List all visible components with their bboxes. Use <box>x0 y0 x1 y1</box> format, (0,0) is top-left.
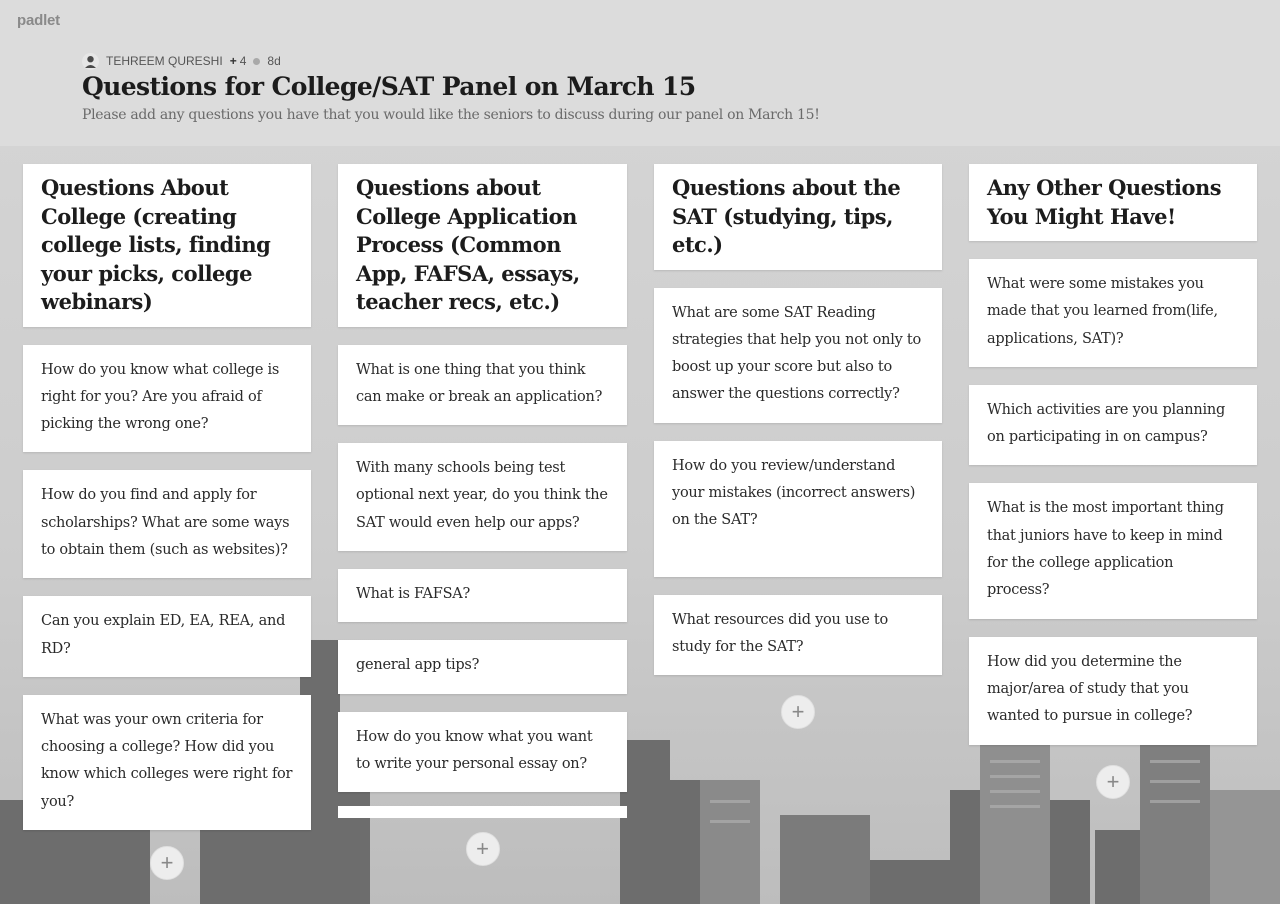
column-header[interactable]: Questions about the SAT (studying, tips, etc.) <box>654 164 942 270</box>
page-title: Questions for College/SAT Panel on March 15 <box>82 72 696 101</box>
page-subtitle: Please add any questions you have that you would like the seniors to discuss during our panel on March 15! <box>82 107 820 123</box>
post-card[interactable]: What is one thing that you think can make or break an application? <box>338 345 627 426</box>
post-card[interactable]: Can you explain ED, EA, REA, and RD? <box>23 596 311 677</box>
board-columns <box>23 164 1263 880</box>
post-card[interactable]: What resources did you use to study for the SAT? <box>654 595 942 676</box>
column-college <box>23 164 311 880</box>
add-post-button[interactable]: + <box>466 832 500 866</box>
column-header[interactable]: Any Other Questions You Might Have! <box>969 164 1257 241</box>
contributors-count[interactable]: 4 <box>239 54 247 68</box>
post-card[interactable]: Which activities are you planning on participating in on campus? <box>969 385 1257 466</box>
column-sat <box>654 164 942 729</box>
post-card[interactable]: How do you find and apply for scholarships? What are some ways to obtain them (such as websites)? <box>23 470 311 578</box>
post-card[interactable]: What were some mistakes you made that you learned from(life, applications, SAT)? <box>969 259 1257 367</box>
author-name[interactable]: TEHREEM QURESHI <box>106 54 223 68</box>
post-card[interactable]: general app tips? <box>338 640 627 693</box>
post-card[interactable]: What is the most important thing that juniors have to keep in mind for the college application process? <box>969 483 1257 618</box>
post-age: 8d <box>267 54 281 68</box>
post-card[interactable]: With many schools being test optional next year, do you think the SAT would even help our apps? <box>338 443 627 551</box>
column-header[interactable]: Questions about College Application Process (Common App, FAFSA, essays, teacher recs, etc.) <box>338 164 627 327</box>
add-post-button[interactable]: + <box>1096 765 1130 799</box>
board-meta <box>82 52 281 70</box>
post-card[interactable]: What are some SAT Reading strategies that help you not only to boost up your score but also to answer the questions correctly? <box>654 288 942 423</box>
add-post-button[interactable]: + <box>781 695 815 729</box>
author-avatar-icon[interactable] <box>82 53 99 70</box>
contributors-plus: + <box>229 54 237 68</box>
post-card-partial[interactable] <box>338 806 627 818</box>
post-card[interactable]: What was your own criteria for choosing a college? How did you know which colleges were right for you? <box>23 695 311 830</box>
post-card[interactable]: How did you determine the major/area of study that you wanted to pursue in college? <box>969 637 1257 745</box>
post-card[interactable]: How do you review/understand your mistakes (incorrect answers) on the SAT? <box>654 441 942 577</box>
add-post-button[interactable]: + <box>150 846 184 880</box>
post-card[interactable]: How do you know what you want to write your personal essay on? <box>338 712 627 793</box>
column-other <box>969 164 1257 799</box>
separator-dot-icon <box>253 58 260 65</box>
column-application <box>338 164 627 866</box>
post-card[interactable]: What is FAFSA? <box>338 569 627 622</box>
post-card[interactable]: How do you know what college is right for you? Are you afraid of picking the wrong one? <box>23 345 311 453</box>
column-header[interactable]: Questions About College (creating college lists, finding your picks, college webinars) <box>23 164 311 327</box>
padlet-logo[interactable]: padlet <box>17 12 60 29</box>
